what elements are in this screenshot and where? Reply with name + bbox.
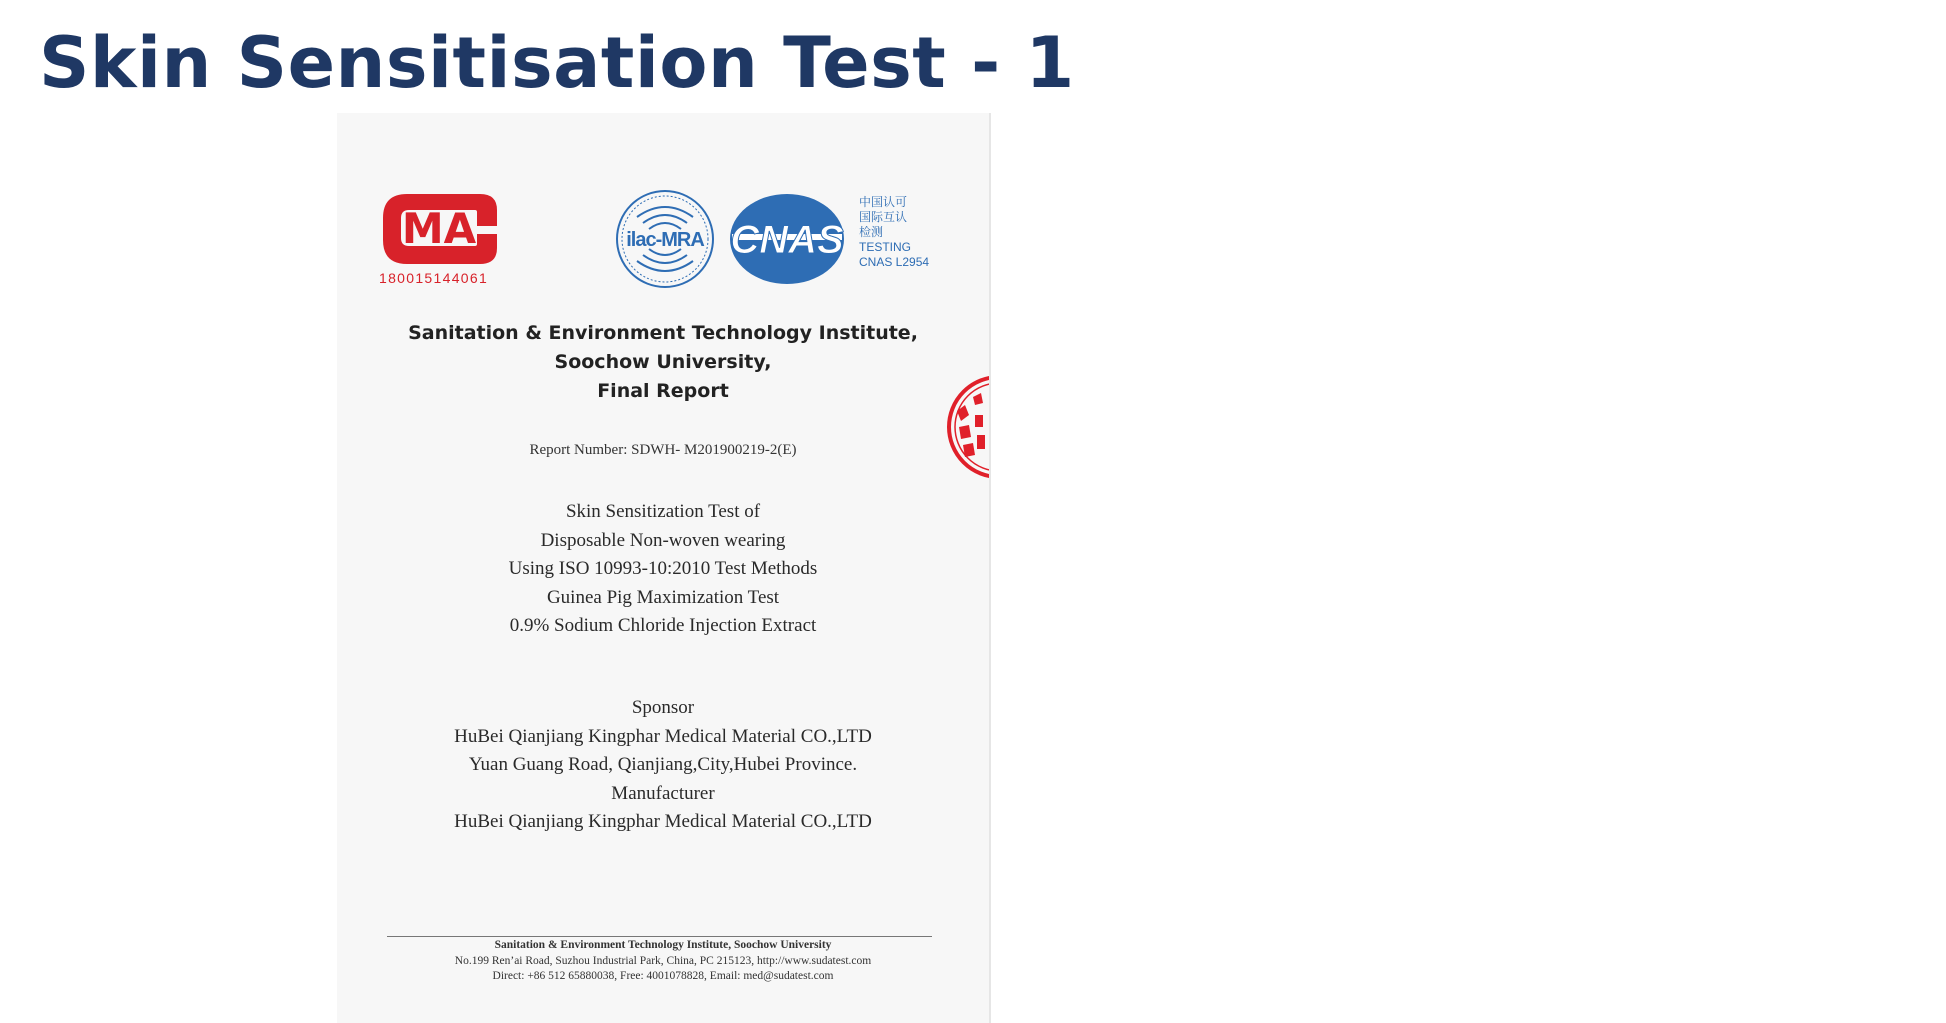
cnas-caption-line: 检测 xyxy=(859,225,884,239)
sponsor-address: Yuan Guang Road, Qianjiang,City,Hubei Province. xyxy=(468,754,858,775)
institute-line: Soochow University, xyxy=(554,351,772,373)
test-description-line: Skin Sensitization Test of xyxy=(565,501,761,522)
cnas-caption-line: 中国认可 xyxy=(859,195,908,209)
cnas-logo xyxy=(728,191,846,287)
manufacturer-label: Manufacturer xyxy=(611,782,715,804)
cma-logo xyxy=(377,188,502,268)
cnas-mark: CNAS xyxy=(730,218,844,262)
cnas-caption-line: 国际互认 xyxy=(859,210,908,224)
test-description-line: 0.9% Sodium Chloride Injection Extract xyxy=(509,615,817,636)
slide-title: Skin Sensitisation Test - 1 xyxy=(39,22,1075,104)
report-type: Final Report xyxy=(597,380,729,402)
footer-address: No.199 Ren’ai Road, Suzhou Industrial Park, China, PC 215123, http://www.sudatest.com xyxy=(454,954,872,967)
test-description-line: Guinea Pig Maximization Test xyxy=(546,586,780,608)
report-footer xyxy=(337,938,989,985)
footer-org: Sanitation & Environment Technology Institute, Soochow University xyxy=(494,939,832,951)
report-number: Report Number: SDWH- M201900219-2(E) xyxy=(529,442,797,458)
ilac-mra-logo xyxy=(615,189,715,289)
footer-contact: Direct: +86 512 65880038, Free: 4001078828, Email: med@sudatest.com xyxy=(492,970,834,982)
footer-divider xyxy=(387,936,932,937)
cnas-caption-line: TESTING xyxy=(859,240,912,254)
cnas-caption xyxy=(859,195,929,270)
institute-heading xyxy=(337,319,989,406)
cma-number: 180015144061 xyxy=(379,270,489,286)
test-description-line: Disposable Non-woven wearing xyxy=(540,529,786,551)
test-description xyxy=(337,498,989,641)
ilac-mark: ilac-MRA xyxy=(626,229,704,251)
report-cover-page xyxy=(337,113,991,1023)
test-description-line: Using ISO 10993-10:2010 Test Methods xyxy=(508,558,818,579)
cma-mark: MA xyxy=(401,204,477,253)
sponsor-name: HuBei Qianjiang Kingphar Medical Material CO.,LTD xyxy=(454,725,872,747)
sponsor-manufacturer xyxy=(337,694,989,837)
cnas-caption-line: CNAS L2954 xyxy=(859,255,930,269)
sponsor-label: Sponsor xyxy=(631,697,695,718)
manufacturer-name: HuBei Qianjiang Kingphar Medical Material CO.,LTD xyxy=(454,811,872,832)
institute-line: Sanitation & Environment Technology Institute, xyxy=(408,322,918,344)
